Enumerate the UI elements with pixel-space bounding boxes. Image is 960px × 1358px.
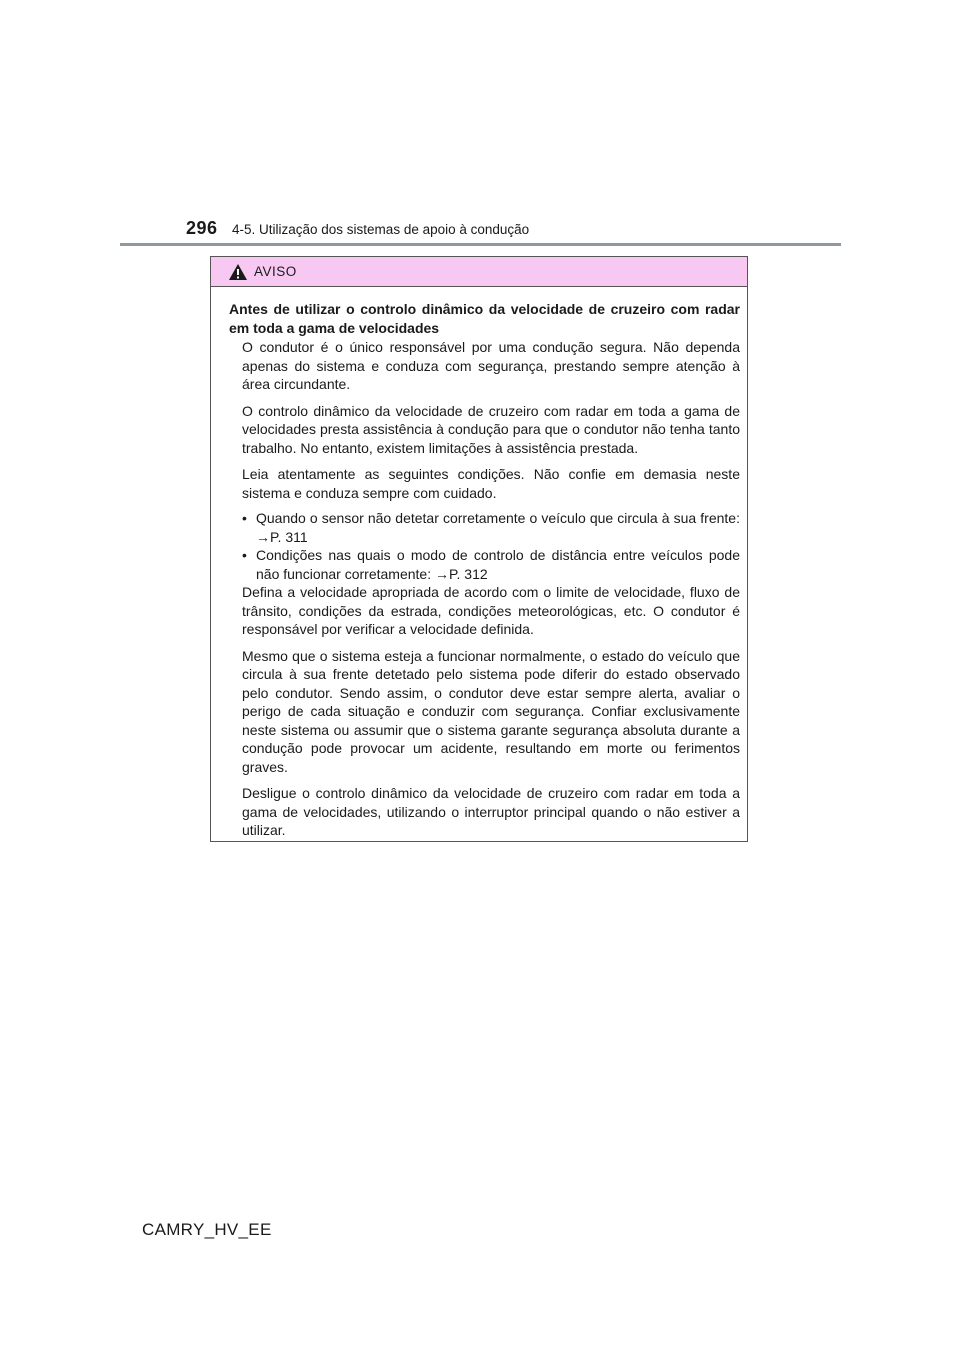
header-rule	[120, 243, 841, 246]
section-title: 4-5. Utilização dos sistemas de apoio à condução	[232, 222, 530, 237]
model-code: CAMRY_HV_EE	[142, 1220, 272, 1239]
list-item: • Quando o sensor não detetar corretamente o veículo que circula à sua frente: →P. 311	[242, 509, 740, 546]
warning-box	[210, 256, 748, 842]
warning-lead: Antes de utilizar o controlo dinâmico da velocidade de cruzeiro com radar em toda a gama de velocidades	[229, 301, 740, 336]
warning-triangle-icon	[228, 263, 248, 281]
warning-label: AVISO	[254, 264, 297, 279]
warning-paragraph: Mesmo que o sistema esteja a funcionar normalmente, o estado do veículo que circula à sua frente detetado pelo sistema pode diferir do estado observado pelo condutor. Sendo assim, o condutor deve estar sempre alerta, avaliar o perigo de cada situação e conduzir com segurança. Confiar exclusivamente neste sistema ou assumir que o sistema garante segurança absoluta durante a condução pode provocar um acidente, resultando em morte ou ferimentos graves.	[242, 647, 740, 775]
warning-paragraph: O controlo dinâmico da velocidade de cruzeiro com radar em toda a gama de velocidades presta assistência à condução para que o condutor não tenha tanto trabalho. No entanto, existem limitações à assistência prestada.	[242, 402, 740, 456]
warning-header	[211, 257, 747, 287]
warning-paragraph: Desligue o controlo dinâmico da velocidade de cruzeiro com radar em toda a gama de velocidades, utilizando o interruptor principal quando o não estiver a utilizar.	[242, 785, 740, 838]
warning-paragraph: Leia atentamente as seguintes condições. Não confie em demasia neste sistema e conduza sempre com cuidado.	[242, 466, 740, 501]
list-item: • Condições nas quais o modo de controlo de distância entre veículos pode não funcionar corretamente: →P. 312	[242, 546, 740, 583]
warning-paragraph: O condutor é o único responsável por uma condução segura. Não dependa apenas do sistema e conduza com segurança, prestando sempre atenção à área circundante.	[242, 339, 740, 392]
page-number: 296	[186, 218, 218, 238]
warning-body	[211, 287, 747, 840]
condition-list	[229, 509, 740, 583]
warning-paragraph: Defina a velocidade apropriada de acordo com o limite de velocidade, fluxo de trânsito, condições da estrada, condições meteorológicas, etc. O condutor é responsável por verificar a velocidade definida.	[242, 584, 740, 637]
